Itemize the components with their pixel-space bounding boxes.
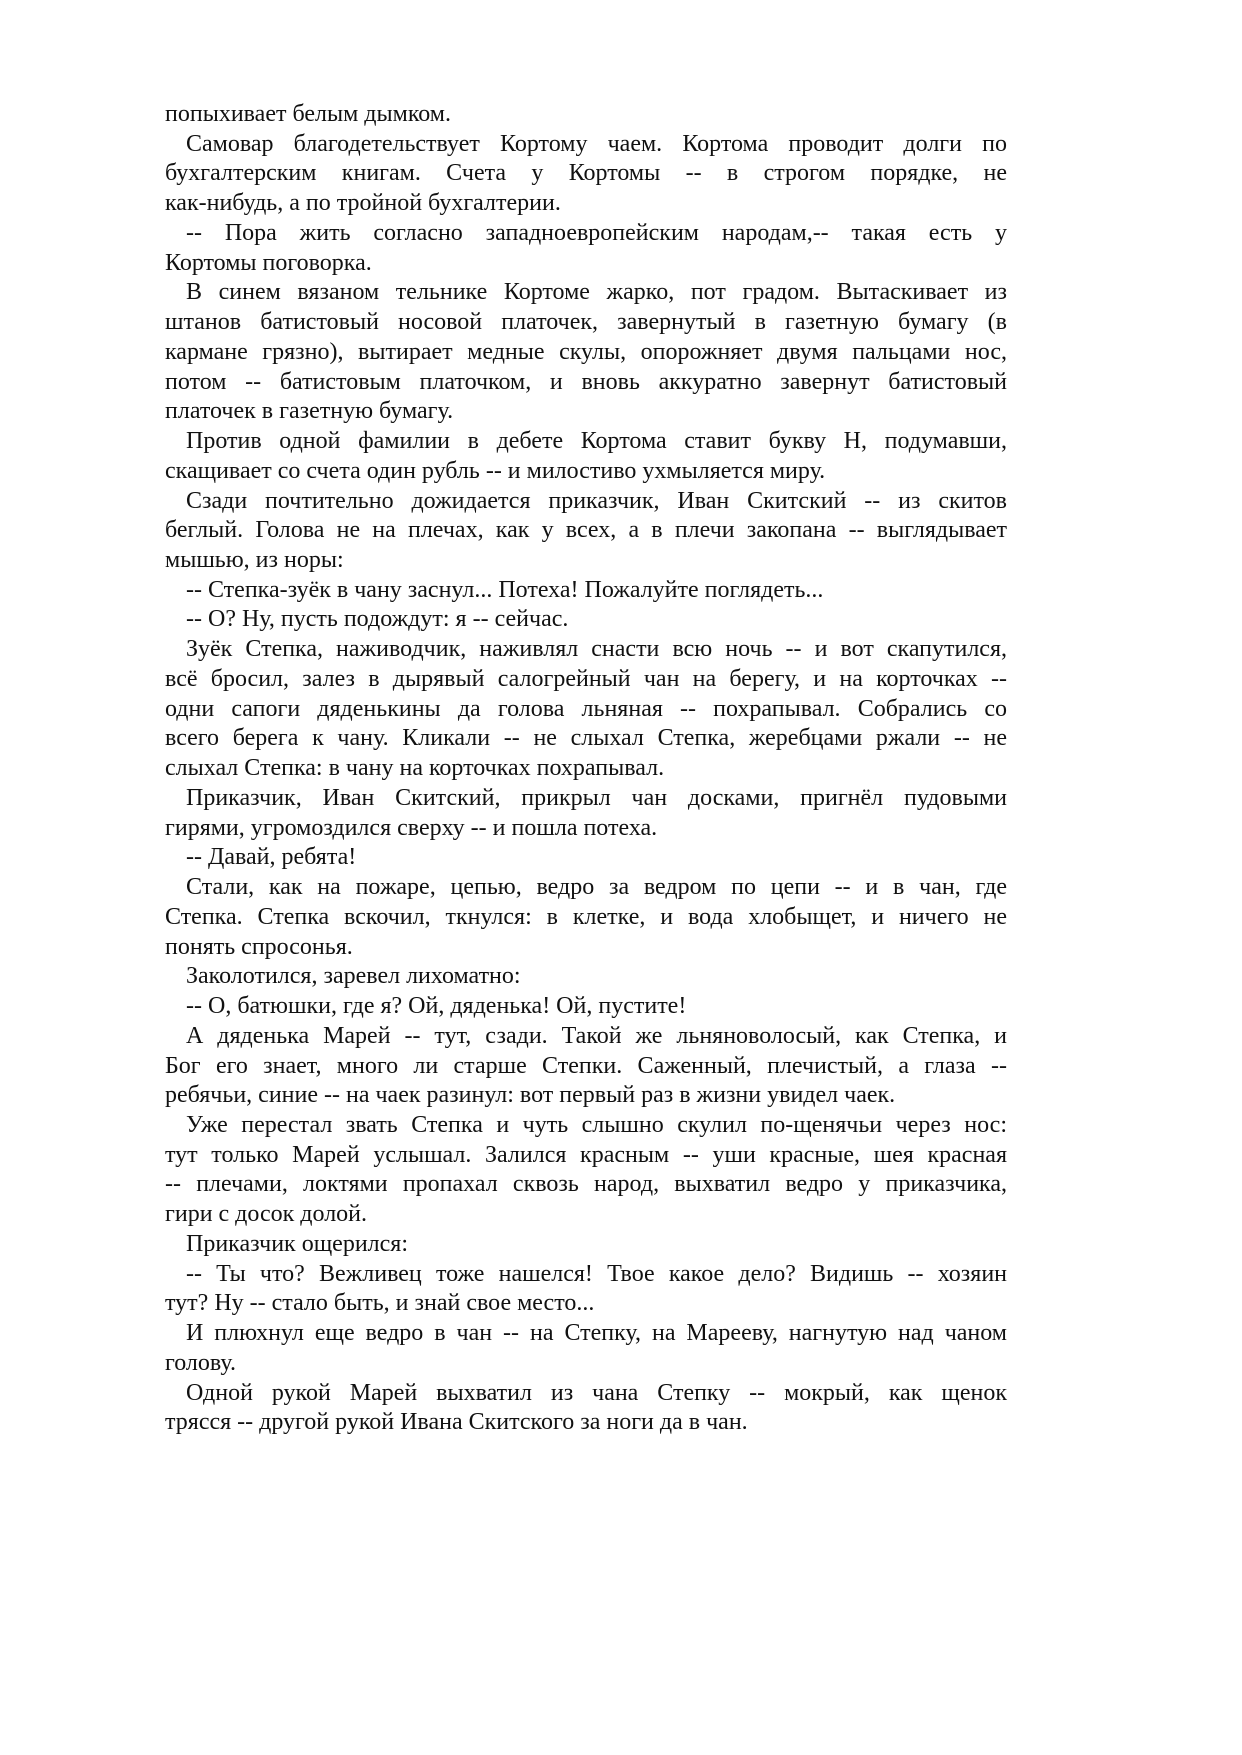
text-line: попыхивает белым дымком.	[165, 101, 451, 127]
text-line: кармане грязно), вытирает медные скулы, опорожняет двумя пальцами нос,	[165, 338, 1007, 365]
text-line: Против одной фамилии в дебете Кортома ставит букву Н, подумавши,	[186, 428, 1007, 455]
text-line: И плюхнул еще ведро в чан -- на Степку, на Марееву, нагнутую над чаном	[186, 1320, 1007, 1347]
paragraph	[165, 1379, 1007, 1438]
text-line: ребячьи, синие -- на чаек разинул: вот первый раз в жизни увидел чаек.	[165, 1082, 896, 1109]
paragraph	[165, 1319, 1007, 1378]
paragraph	[165, 843, 1007, 873]
text-line: -- плечами, локтями пропахал сквозь народ, выхватил ведро у приказчика,	[165, 1171, 1007, 1198]
paragraph	[165, 1111, 1007, 1230]
text-line: гирями, угромоздился сверху -- и пошла потеха.	[165, 814, 658, 841]
paragraph	[165, 1260, 1007, 1319]
text-line: всего берега к чану. Кликали -- не слыхал Степка, жеребцами ржали -- не	[165, 725, 1007, 752]
text-line: всё бросил, залез в дырявый салогрейный чан на берегу, и на корточках --	[165, 665, 1007, 692]
text-line: гири с досок долой.	[165, 1201, 368, 1228]
text-line: Уже перестал звать Степка и чуть слышно скулил по-щенячьи через нос:	[186, 1111, 1007, 1138]
text-line: Сзади почтительно дожидается приказчик, Иван Скитский -- из скитов	[186, 487, 1007, 514]
text-line: Зуёк Степка, наживодчик, наживлял снасти всю ночь -- и вот скапутился,	[186, 636, 1007, 663]
text-line: как-нибудь, а по тройной бухгалтерии.	[165, 190, 561, 217]
text-line: В синем вязаном тельнике Кортоме жарко, пот градом. Вытаскивает из	[186, 279, 1007, 306]
text-line: -- Пора жить согласно западноевропейским народам,-- такая есть у	[186, 219, 1007, 246]
text-line: одни сапоги дяденькины да голова льняная -- похрапывал. Собрались со	[165, 695, 1007, 722]
text-line: -- Ты что? Вежливец тоже нашелся! Твое какое дело? Видишь -- хозяин	[186, 1260, 1007, 1287]
paragraph	[165, 100, 1007, 130]
paragraph	[165, 873, 1007, 962]
text-line: -- Степка-зуёк в чану заснул... Потеха! Пожалуйте поглядеть...	[186, 576, 824, 603]
text-line: Бог его знает, много ли старше Степки. Саженный, плечистый, а глаза --	[165, 1052, 1007, 1079]
text-line: беглый. Голова не на плечах, как у всех, а в плечи закопана -- выглядывает	[165, 517, 1007, 544]
paragraph	[165, 635, 1007, 784]
text-line: Заколотился, заревел лихоматно:	[186, 963, 521, 990]
paragraph	[165, 576, 1007, 606]
text-line: слыхал Степка: в чану на корточках похрапывал.	[165, 755, 665, 782]
text-line: Степка. Степка вскочил, ткнулся: в клетке, и вода хлобыщет, и ничего не	[165, 903, 1007, 930]
text-line: понять спросонья.	[165, 933, 353, 960]
paragraph	[165, 487, 1007, 576]
paragraph	[165, 219, 1007, 278]
text-line: Приказчик ощерился:	[186, 1230, 409, 1257]
paragraph	[165, 992, 1007, 1022]
text-line: трясся -- другой рукой Ивана Скитского за ноги да в чан.	[165, 1409, 748, 1436]
text-line: бухгалтерским книгам. Счета у Кортомы -- в строгом порядке, не	[165, 160, 1007, 187]
paragraph	[165, 1230, 1007, 1260]
text-line: тут только Марей услышал. Залился красным -- уши красные, шея красная	[165, 1141, 1007, 1168]
paragraph	[165, 1022, 1007, 1111]
document-body	[165, 100, 1007, 1438]
paragraph	[165, 962, 1007, 992]
text-line: потом -- батистовым платочком, и вновь аккуратно завернут батистовый	[165, 368, 1007, 395]
text-line: тут? Ну -- стало быть, и знай свое место...	[165, 1290, 595, 1317]
text-line: -- О, батюшки, где я? Ой, дяденька! Ой, пустите!	[186, 993, 687, 1020]
text-line: -- Давай, ребята!	[186, 844, 357, 871]
text-line: Самовар благодетельствует Кортому чаем. Кортома проводит долги по	[186, 130, 1007, 157]
text-line: платочек в газетную бумагу.	[165, 398, 454, 425]
text-line: Одной рукой Марей выхватил из чана Степку -- мокрый, как щенок	[186, 1379, 1007, 1406]
paragraph	[165, 278, 1007, 427]
text-line: Кортомы поговорка.	[165, 249, 372, 276]
text-line: -- О? Ну, пусть подождут: я -- сейчас.	[186, 606, 569, 633]
text-line: штанов батистовый носовой платочек, завернутый в газетную бумагу (в	[165, 309, 1007, 336]
paragraph	[165, 130, 1007, 219]
text-line: скащивает со счета один рубль -- и милостиво ухмыляется миру.	[165, 457, 826, 484]
paragraph	[165, 427, 1007, 486]
paragraph	[165, 784, 1007, 843]
text-line: А дяденька Марей -- тут, сзади. Такой же льняноволосый, как Степка, и	[186, 1022, 1007, 1049]
text-line: голову.	[165, 1349, 237, 1376]
text-line: Приказчик, Иван Скитский, прикрыл чан досками, пригнёл пудовыми	[186, 784, 1007, 811]
text-line: мышью, из норы:	[165, 547, 344, 574]
text-line: Стали, как на пожаре, цепью, ведро за ведром по цепи -- и в чан, где	[186, 874, 1007, 901]
paragraph	[165, 605, 1007, 635]
